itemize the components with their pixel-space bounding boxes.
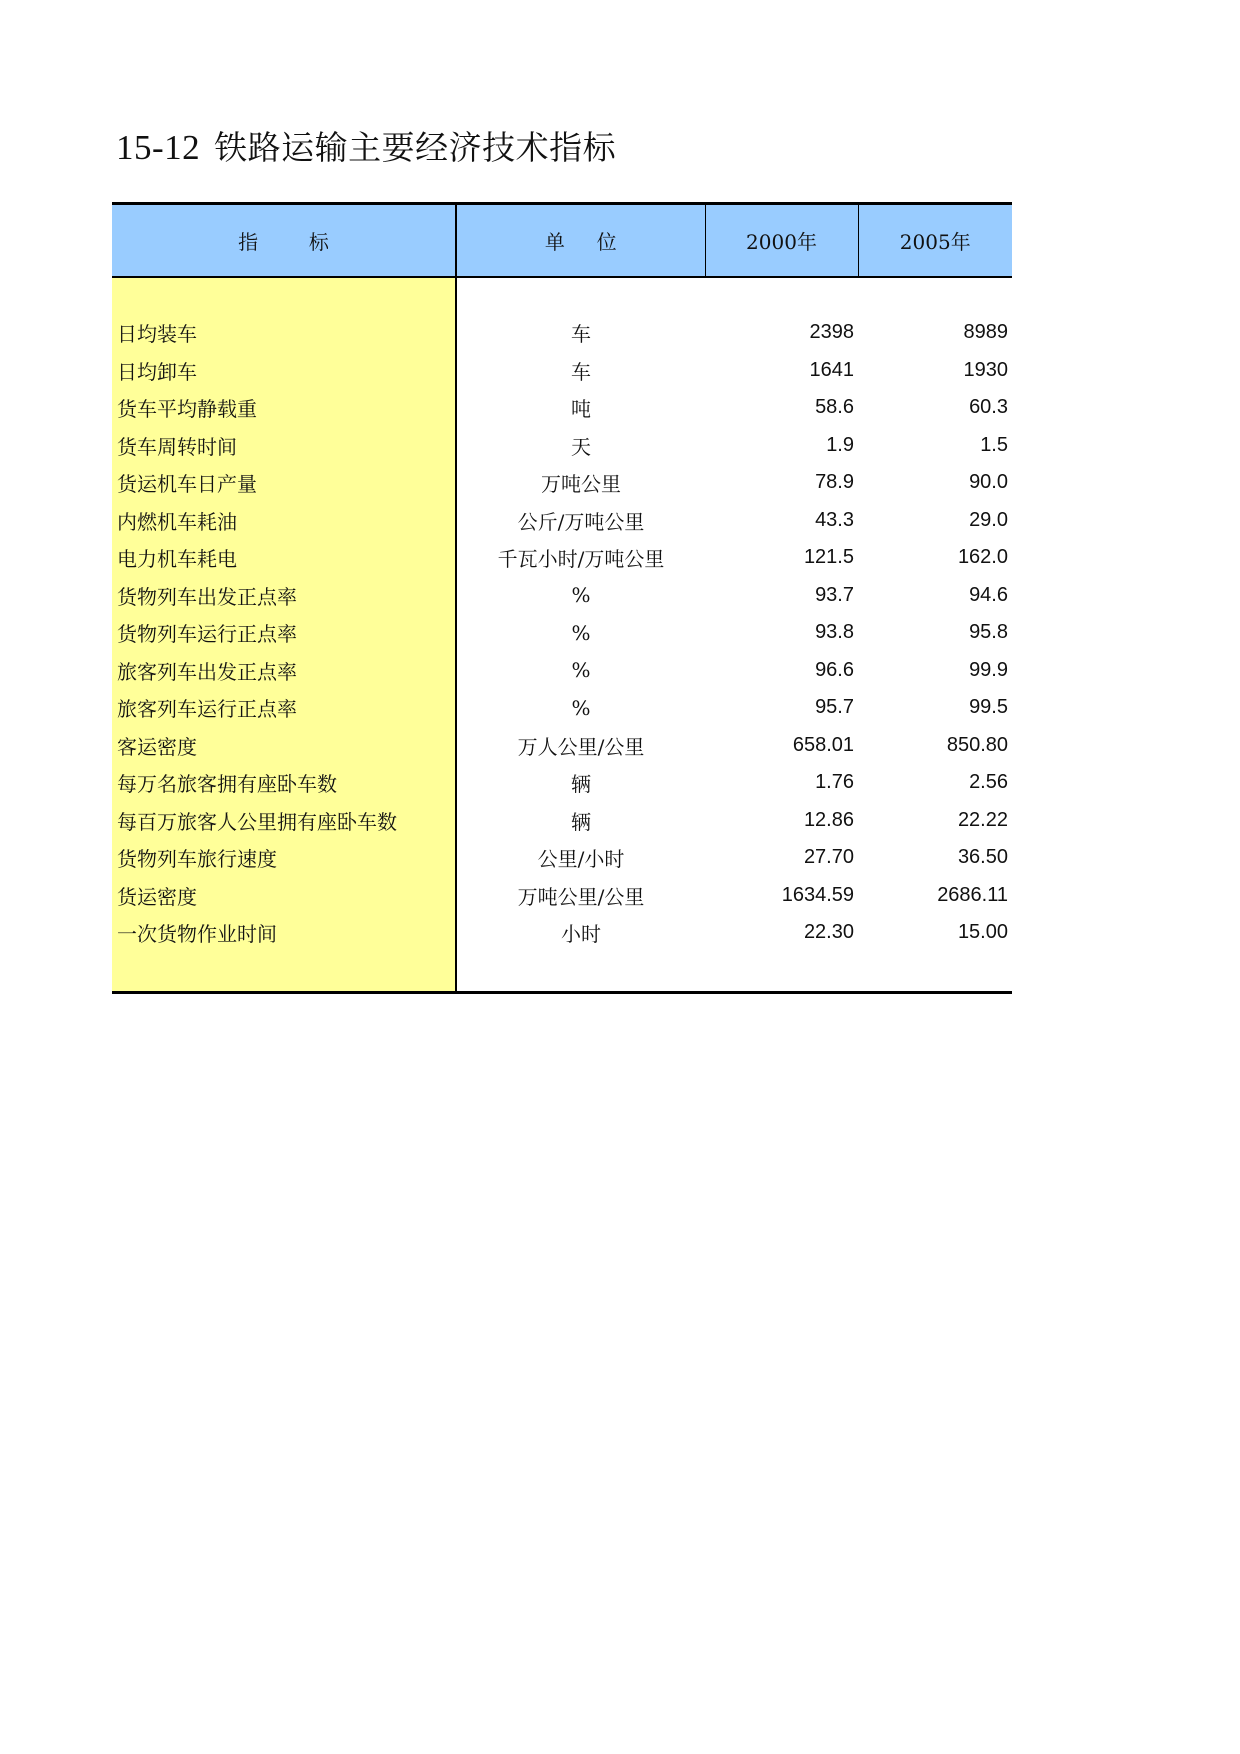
- unit-cell: 万吨公里: [541, 472, 621, 497]
- value-2005-cell: 60.3: [969, 396, 1008, 419]
- table-row: [112, 839, 1012, 877]
- value-2005-cell: 94.6: [969, 583, 1008, 606]
- value-2005-cell: 162.0: [957, 546, 1008, 569]
- value-2005-cell: 1930: [963, 358, 1008, 381]
- table-number: 15-12: [116, 128, 201, 167]
- unit-cell: %: [571, 695, 591, 720]
- value-2000-cell: 27.70: [803, 846, 854, 869]
- table-row: [112, 577, 1012, 615]
- unit-cell: 辆: [571, 809, 591, 834]
- spacer-cell: [858, 277, 1012, 314]
- indicator-cell: 货车周转时间: [112, 427, 456, 465]
- unit-cell: 小时: [561, 922, 601, 947]
- header-year-2000: 2000年: [705, 204, 858, 278]
- header-year-2005: 2005年: [858, 204, 1012, 278]
- value-2005-cell: 99.5: [969, 696, 1008, 719]
- unit-cell: 万吨公里/公里: [517, 884, 645, 909]
- table-row: [112, 764, 1012, 802]
- table-row: [112, 539, 1012, 577]
- value-2000-cell: 1.76: [815, 771, 854, 794]
- indicator-cell: 货运密度: [112, 877, 456, 915]
- spacer-row: [112, 277, 1012, 314]
- value-2000-cell: 58.6: [815, 396, 854, 419]
- table-body: [112, 277, 1012, 992]
- table-row: [112, 877, 1012, 915]
- header-indicator: 指 标: [112, 204, 456, 278]
- table-header: [112, 204, 1012, 278]
- indicator-spacer-cell: [112, 277, 456, 314]
- unit-cell: 辆: [571, 772, 591, 797]
- value-2005-cell: 90.0: [969, 471, 1008, 494]
- indicator-spacer-cell: [112, 952, 456, 993]
- table-row: [112, 614, 1012, 652]
- indicator-cell: 货物列车运行正点率: [112, 614, 456, 652]
- value-2000-cell: 96.6: [815, 658, 854, 681]
- indicator-cell: 货物列车出发正点率: [112, 577, 456, 615]
- value-2000-cell: 1.9: [826, 433, 854, 456]
- indicator-cell: 每百万旅客人公里拥有座卧车数: [112, 802, 456, 840]
- indicator-cell: 货车平均静载重: [112, 389, 456, 427]
- indicator-cell: 客运密度: [112, 727, 456, 765]
- value-2005-cell: 850.80: [946, 733, 1008, 756]
- value-2000-cell: 121.5: [803, 546, 854, 569]
- indicator-cell: 每万名旅客拥有座卧车数: [112, 764, 456, 802]
- header-unit: 单 位: [456, 204, 705, 278]
- unit-cell: 天: [571, 434, 591, 459]
- value-2000-cell: 43.3: [815, 508, 854, 531]
- indicator-cell: 旅客列车出发正点率: [112, 652, 456, 690]
- unit-cell: 车: [571, 359, 591, 384]
- table-row: [112, 914, 1012, 952]
- value-2005-cell: 2.56: [969, 771, 1008, 794]
- spacer-cell: [705, 952, 858, 993]
- value-2005-cell: 29.0: [969, 508, 1008, 531]
- value-2000-cell: 95.7: [815, 696, 854, 719]
- unit-cell: 万人公里/公里: [517, 734, 645, 759]
- spacer-row: [112, 952, 1012, 993]
- indicator-cell: 货物列车旅行速度: [112, 839, 456, 877]
- value-2005-cell: 99.9: [969, 658, 1008, 681]
- value-2000-cell: 93.8: [815, 621, 854, 644]
- value-2000-cell: 1634.59: [781, 883, 854, 906]
- value-2000-cell: 93.7: [815, 583, 854, 606]
- indicator-cell: 一次货物作业时间: [112, 914, 456, 952]
- indicator-cell: 旅客列车运行正点率: [112, 689, 456, 727]
- table-row: [112, 464, 1012, 502]
- table-row: [112, 389, 1012, 427]
- value-2000-cell: 2398: [809, 321, 854, 344]
- unit-cell: %: [571, 620, 591, 645]
- indicator-cell: 日均装车: [112, 314, 456, 352]
- table-row: [112, 689, 1012, 727]
- indicator-table: [112, 202, 1012, 994]
- spacer-cell: [705, 277, 858, 314]
- indicator-cell: 货运机车日产量: [112, 464, 456, 502]
- table-row: [112, 314, 1012, 352]
- unit-cell: 吨: [571, 397, 591, 422]
- table-row: [112, 352, 1012, 390]
- table-row: [112, 727, 1012, 765]
- table-row: [112, 652, 1012, 690]
- indicator-table-container: [112, 202, 1012, 994]
- value-2000-cell: 22.30: [803, 921, 854, 944]
- header-row: [112, 204, 1012, 278]
- unit-cell: %: [571, 583, 591, 608]
- page-title: [116, 122, 616, 169]
- value-2000-cell: 12.86: [803, 808, 854, 831]
- unit-cell: 公里/小时: [537, 847, 625, 872]
- value-2000-cell: 658.01: [792, 733, 854, 756]
- value-2005-cell: 22.22: [957, 808, 1008, 831]
- value-2000-cell: 1641: [809, 358, 854, 381]
- table-row: [112, 502, 1012, 540]
- value-2000-cell: 78.9: [815, 471, 854, 494]
- spacer-cell: [858, 952, 1012, 993]
- unit-cell: 公斤/万吨公里: [517, 509, 645, 534]
- spacer-cell: [456, 952, 705, 993]
- value-2005-cell: 2686.11: [937, 883, 1008, 906]
- value-2005-cell: 8989: [963, 321, 1008, 344]
- unit-cell: %: [571, 658, 591, 683]
- spacer-cell: [456, 277, 705, 314]
- table-row: [112, 802, 1012, 840]
- value-2005-cell: 95.8: [969, 621, 1008, 644]
- indicator-cell: 电力机车耗电: [112, 539, 456, 577]
- unit-cell: 千瓦小时/万吨公里: [497, 547, 665, 572]
- indicator-cell: 内燃机车耗油: [112, 502, 456, 540]
- table-title-text: 铁路运输主要经济技术指标: [214, 128, 617, 167]
- indicator-cell: 日均卸车: [112, 352, 456, 390]
- unit-cell: 车: [571, 322, 591, 347]
- value-2005-cell: 15.00: [957, 921, 1008, 944]
- value-2005-cell: 36.50: [957, 846, 1008, 869]
- value-2005-cell: 1.5: [980, 433, 1008, 456]
- table-row: [112, 427, 1012, 465]
